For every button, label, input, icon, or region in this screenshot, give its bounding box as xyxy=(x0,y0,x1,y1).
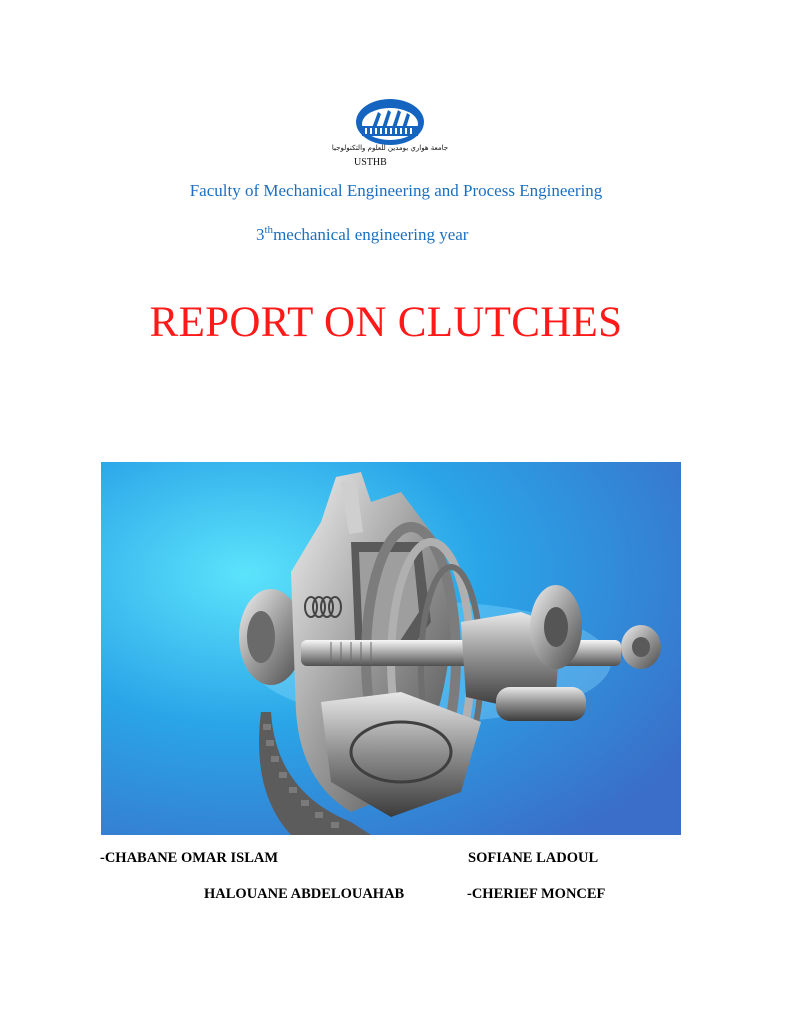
author-name: HALOUANE ABDELOUAHAB xyxy=(204,886,405,902)
clutch-cutaway-image xyxy=(101,462,681,835)
faculty-name: Faculty of Mechanical Engineering and Process Engineering xyxy=(189,181,603,200)
year-number: 3 xyxy=(256,225,265,244)
logo-arabic-text: جامعة هواري بومدين للعلوم والتكنولوجيا xyxy=(331,144,449,152)
logo-caption: USTHB xyxy=(354,157,387,168)
report-title: REPORT ON CLUTCHES xyxy=(149,299,623,346)
author-name: -CHABANE OMAR ISLAM xyxy=(100,850,279,866)
university-logo-icon xyxy=(331,98,449,158)
year-line xyxy=(256,225,468,245)
clutch-image xyxy=(101,462,681,835)
year-suffix: th xyxy=(264,224,274,236)
author-name: -CHERIEF MONCEF xyxy=(467,886,606,902)
author-name: SOFIANE LADOUL xyxy=(468,850,599,866)
year-text: mechanical engineering year xyxy=(273,225,469,244)
